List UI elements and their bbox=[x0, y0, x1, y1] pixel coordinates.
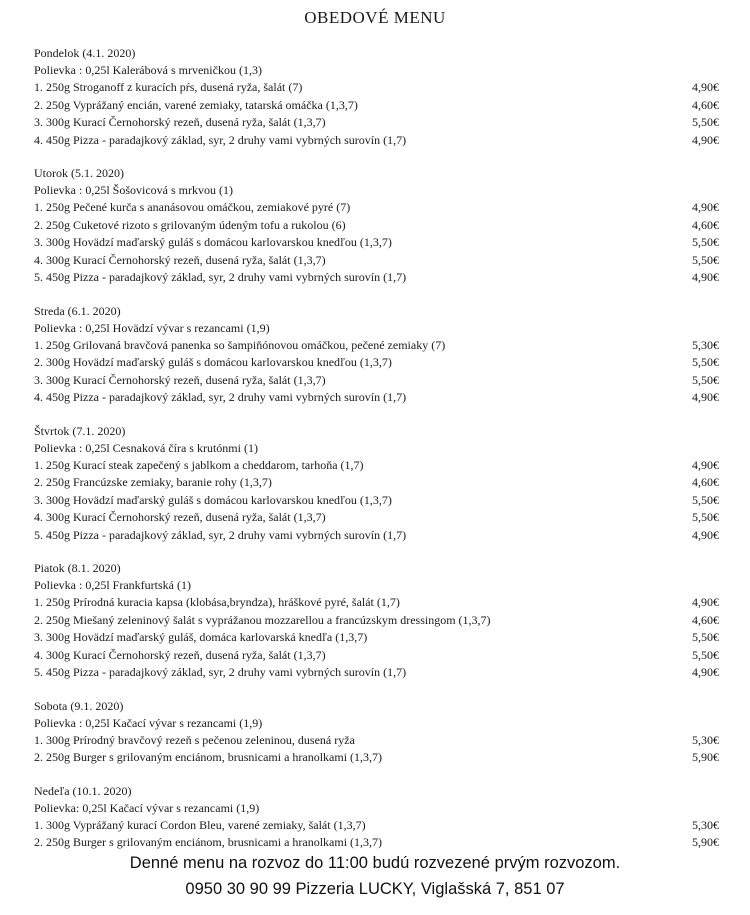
dish-row bbox=[34, 594, 719, 612]
dish-name: 1. 300g Prírodný bravčový rezeň s pečenou zeleninou, dusená ryža bbox=[34, 732, 355, 747]
soup-line: Polievka : 0,25l Kalerábová s mrveničkou (1,3) bbox=[34, 63, 262, 77]
dish-row bbox=[34, 732, 719, 750]
menu-days bbox=[34, 45, 719, 868]
dish-name: 5. 450g Pizza - paradajkový základ, syr, 2 druhy vami vybrných surovín (1,7) bbox=[34, 665, 407, 679]
day-header: Streda (6.1. 2020) bbox=[34, 303, 121, 318]
dish-row bbox=[34, 834, 719, 852]
dish-price: 5,50€ bbox=[692, 647, 719, 662]
dish-price: 5,50€ bbox=[692, 510, 719, 524]
dish-name: 4. 450g Pizza - paradajkový základ, syr, 2 druhy vami vybrných surovín (1,7) bbox=[34, 390, 407, 404]
dish-row bbox=[34, 509, 719, 527]
dish-price: 5,50€ bbox=[692, 492, 719, 507]
day-header: Sobota (9.1. 2020) bbox=[34, 698, 124, 713]
day-section bbox=[34, 698, 719, 767]
dish-price: 5,30€ bbox=[692, 817, 719, 832]
dish-row bbox=[34, 527, 719, 545]
dish-name: 4. 300g Kurací Černohorský rezeň, dusená ryža, šalát (1,3,7) bbox=[34, 510, 326, 524]
dish-price: 5,90€ bbox=[692, 750, 719, 764]
dish-name: 3. 300g Kurací Černohorský rezeň, dusená ryža, šalát (1,3,7) bbox=[34, 372, 326, 387]
dish-name: 4. 300g Kurací Černohorský rezeň, dusená ryža, šalát (1,3,7) bbox=[34, 252, 326, 267]
day-section bbox=[34, 560, 719, 682]
soup-line: Polievka : 0,25l Šošovicová s mrkvou (1) bbox=[34, 183, 233, 197]
dish-name: 4. 300g Kurací Černohorský rezeň, dusená ryža, šalát (1,3,7) bbox=[34, 647, 326, 662]
dish-name: 1. 250g Pečené kurča s ananásovou omáčkou, zemiakové pyré (7) bbox=[34, 200, 351, 214]
dish-name: 1. 250g Stroganoff z kuracích pŕs, dusená ryža, šalát (7) bbox=[34, 80, 303, 94]
dish-name: 1. 250g Kurací steak zapečený s jablkom a cheddarom, tarhoňa (1,7) bbox=[34, 457, 364, 472]
footer-contact: 0950 30 90 99 Pizzeria LUCKY, Viglašská 7, 851 07 bbox=[185, 880, 565, 898]
dish-name: 2. 250g Miešaný zeleninový šalát s vyprážanou mozzarellou a francúzskym dressingom (1,3,7) bbox=[34, 612, 491, 627]
dish-price: 4,60€ bbox=[692, 217, 719, 232]
dish-name: 2. 250g Cuketové rizoto s grilovaným údeným tofu a rukolou (6) bbox=[34, 217, 346, 232]
dish-row bbox=[34, 79, 719, 97]
dish-row bbox=[34, 337, 719, 355]
dish-price: 5,50€ bbox=[692, 235, 719, 249]
day-header: Utorok (5.1. 2020) bbox=[34, 166, 124, 180]
dish-row bbox=[34, 474, 719, 492]
soup-line: Polievka : 0,25l Hovädzí vývar s rezancami (1,9) bbox=[34, 320, 270, 335]
dish-price: 5,50€ bbox=[692, 372, 719, 387]
dish-price: 4,90€ bbox=[692, 595, 719, 609]
dish-price: 4,60€ bbox=[692, 475, 719, 489]
dish-price: 4,90€ bbox=[692, 390, 719, 404]
dish-row bbox=[34, 114, 719, 132]
day-section bbox=[34, 303, 719, 407]
dish-name: 2. 300g Hovädzí maďarský guláš s domácou karlovarskou knedľou (1,3,7) bbox=[34, 355, 392, 369]
dish-row bbox=[34, 354, 719, 372]
dish-price: 4,60€ bbox=[692, 97, 719, 112]
dish-price: 5,50€ bbox=[692, 630, 719, 644]
dish-name: 3. 300g Hovädzí maďarský guláš, domáca karlovarská knedľa (1,3,7) bbox=[34, 630, 368, 644]
dish-row bbox=[34, 389, 719, 407]
soup-line: Polievka : 0,25l Frankfurtská (1) bbox=[34, 578, 191, 592]
dish-row bbox=[34, 492, 719, 510]
dish-name: 2. 250g Burger s grilovaným enciánom, brusnicami a hranolkami (1,3,7) bbox=[34, 750, 383, 764]
footer bbox=[0, 850, 750, 902]
dish-name: 2. 250g Vyprážaný encián, varené zemiaky, tatarská omáčka (1,3,7) bbox=[34, 97, 358, 112]
dish-price: 5,50€ bbox=[692, 252, 719, 267]
dish-price: 4,90€ bbox=[692, 132, 719, 147]
dish-row bbox=[34, 664, 719, 682]
dish-name: 2. 250g Burger s grilovaným enciánom, brusnicami a hranolkami (1,3,7) bbox=[34, 835, 383, 849]
dish-price: 4,90€ bbox=[692, 200, 719, 214]
dish-row bbox=[34, 647, 719, 665]
dish-name: 5. 450g Pizza - paradajkový základ, syr, 2 druhy vami vybrných surovín (1,7) bbox=[34, 527, 407, 542]
dish-name: 1. 300g Vyprážaný kurací Cordon Bleu, varené zemiaky, šalát (1,3,7) bbox=[34, 817, 366, 832]
day-section bbox=[34, 423, 719, 545]
dish-price: 5,50€ bbox=[692, 355, 719, 369]
dish-price: 4,90€ bbox=[692, 270, 719, 284]
dish-row bbox=[34, 97, 719, 115]
dish-name: 3. 300g Kurací Černohorský rezeň, dusená ryža, šalát (1,3,7) bbox=[34, 115, 326, 129]
dish-price: 5,30€ bbox=[692, 337, 719, 352]
dish-price: 5,90€ bbox=[692, 835, 719, 849]
menu-title: OBEDOVÉ MENU bbox=[304, 8, 446, 27]
dish-price: 4,60€ bbox=[692, 612, 719, 627]
dish-name: 3. 300g Hovädzí maďarský guláš s domácou karlovarskou knedľou (1,3,7) bbox=[34, 235, 392, 249]
dish-price: 4,90€ bbox=[692, 527, 719, 542]
dish-row bbox=[34, 199, 719, 217]
soup-line: Polievka: 0,25l Kačací vývar s rezancami (1,9) bbox=[34, 800, 260, 815]
dish-row bbox=[34, 817, 719, 835]
dish-row bbox=[34, 372, 719, 390]
soup-line: Polievka : 0,25l Kačací vývar s rezancami (1,9) bbox=[34, 715, 263, 730]
dish-row bbox=[34, 252, 719, 270]
dish-row bbox=[34, 457, 719, 475]
dish-row bbox=[34, 269, 719, 287]
dish-name: 4. 450g Pizza - paradajkový základ, syr, 2 druhy vami vybrných surovín (1,7) bbox=[34, 132, 407, 147]
day-section bbox=[34, 165, 719, 287]
dish-row bbox=[34, 132, 719, 150]
day-header: Nedeľa (10.1. 2020) bbox=[34, 783, 132, 798]
footer-delivery-note: Denné menu na rozvoz do 11:00 budú rozvezené prvým rozvozom. bbox=[129, 854, 621, 872]
soup-line: Polievka : 0,25l Cesnaková číra s krutónmi (1) bbox=[34, 440, 258, 455]
dish-row bbox=[34, 612, 719, 630]
dish-name: 3. 300g Hovädzí maďarský guláš s domácou karlovarskou knedľou (1,3,7) bbox=[34, 492, 392, 507]
dish-row bbox=[34, 749, 719, 767]
dish-name: 5. 450g Pizza - paradajkový základ, syr, 2 druhy vami vybrných surovín (1,7) bbox=[34, 270, 407, 284]
day-header: Pondelok (4.1. 2020) bbox=[34, 46, 136, 60]
day-header: Piatok (8.1. 2020) bbox=[34, 561, 121, 575]
dish-name: 1. 250g Prírodná kuracia kapsa (klobása,bryndza), hráškové pyré, šalát (1,7) bbox=[34, 595, 400, 609]
dish-price: 4,90€ bbox=[692, 457, 719, 472]
day-section bbox=[34, 783, 719, 852]
dish-price: 4,90€ bbox=[692, 80, 719, 94]
day-section bbox=[34, 45, 719, 149]
dish-price: 4,90€ bbox=[692, 665, 719, 679]
dish-name: 2. 250g Francúzske zemiaky, baranie rohy (1,3,7) bbox=[34, 475, 272, 489]
dish-row bbox=[34, 217, 719, 235]
dish-price: 5,30€ bbox=[692, 732, 719, 747]
dish-row bbox=[34, 234, 719, 252]
dish-name: 1. 250g Grilovaná bravčová panenka so šampiňónovou omáčkou, pečené zemiaky (7) bbox=[34, 337, 446, 352]
dish-price: 5,50€ bbox=[692, 115, 719, 129]
dish-row bbox=[34, 629, 719, 647]
day-header: Štvrtok (7.1. 2020) bbox=[34, 423, 126, 438]
